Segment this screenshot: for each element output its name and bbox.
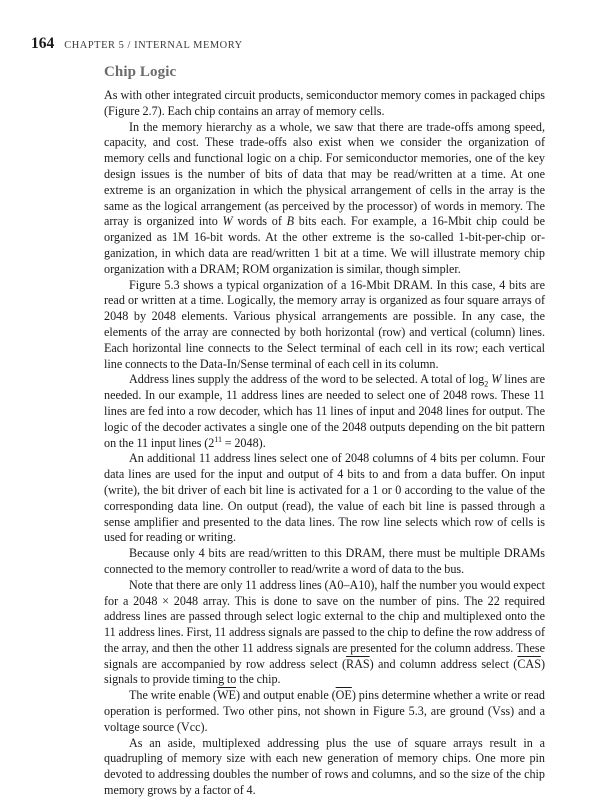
paragraph-6: Because only 4 bits are read/written to this DRAM, there must be multiple DRAMs connected to the memory controller to read/write a word of data to the bus. xyxy=(104,546,545,576)
running-header xyxy=(31,35,551,55)
math-variable: W xyxy=(491,372,502,387)
body-text xyxy=(104,88,545,799)
paragraph-3: Figure 5.3 shows a typical organization of a 16-Mbit DRAM. In this case, 4 bits are read or written at a time. Logically, the memory array is organized as four square arrays of 2048 by 2048 elements. Various physical arrangements are possible. In any case, the elements of the array are connected by both horizontal (row) and vertical (column) lines. Each horizontal line connects to the Select terminal of each cell in its row; each vertical line connects to the Data-In/Sense terminal of each cell in its column. xyxy=(104,277,545,371)
paragraph-1: As with other integrated circuit products, semiconductor memory comes in packaged chips (Figure 2.7). Each chip contains an array of memory cells. xyxy=(104,88,545,118)
paragraph-9: As an aside, multiplexed addressing plus the use of square arrays result in a quadrupling of memory size with each new generation of memory chips. One more pin devoted to addressing doubles the number of rows and columns, and so the size of the chip memory grows by a factor of 4. xyxy=(104,735,545,798)
subscript: 2 xyxy=(484,379,489,389)
paragraph-8 xyxy=(104,688,545,735)
text-run: ) pins determine whether a write or read operation is performed. Two other pins, not shown in Figure 5.3, are ground (Vss) and a voltage source (Vcc). xyxy=(104,688,546,734)
text-run: ) and output enable ( xyxy=(235,688,336,703)
superscript: 11 xyxy=(214,434,223,444)
text-run: words of xyxy=(232,214,287,229)
paragraph-4 xyxy=(104,372,545,451)
text-run: Address lines supply the address of the word to be selected. A total of log xyxy=(129,372,485,387)
signal-ras: $\overline{RAS}$ xyxy=(345,656,370,671)
text-run: ) and column address select ( xyxy=(369,656,518,671)
signal-we: $\overline{WE}$ xyxy=(217,688,236,703)
text-run: lines are needed. In our example, 11 address lines are needed to select one of 2048 rows. These 11 lines are fed into a row decoder, which has 11 lines of input and 2048 lines for output. The logic of the decoder activates a single one of the 2048 outputs depending on the bit pattern on the 11 input lines (2 xyxy=(104,372,545,450)
chapter-label: CHAPTER 5 / INTERNAL MEMORY xyxy=(64,40,243,51)
text-run: ) signals to provide timing to the chip. xyxy=(104,656,545,687)
math-variable: B xyxy=(286,214,295,229)
paragraph-7 xyxy=(104,578,545,689)
text-run: = 2048). xyxy=(222,435,266,450)
section-heading: Chip Logic xyxy=(104,64,177,80)
page-number: 164 xyxy=(31,35,55,52)
signal-oe: $\overline{OE}$ xyxy=(335,688,352,703)
paragraph-2 xyxy=(104,120,545,278)
text-run: The write enable ( xyxy=(129,688,218,703)
text-run: bits each. For example, a 16-Mbit chip could be organized as 1M 16-bit words. At the other extreme is the so-called 1-bit-per-chip organization, in which data are read/written 1 bit at a time. We will illustrate memory chip organization with a DRAM; ROM organization is similar, though simpler. xyxy=(104,214,545,276)
text-run: Note that there are only 11 address lines (A0–A10), half the number you would expect for a 2048 × 2048 array. This is done to save on the number of pins. The 22 required address lines are passed through select logic external to the chip and multiplexed onto the 11 address lines. First, 11 address signals are passed to the chip to define the row address of the array, and then the other 11 address signals are presented for the column address. These signals are accompanied by row address select ( xyxy=(104,577,545,671)
text-run: In the memory hierarchy as a whole, we saw that there are trade-offs among speed, capacity, and cost. These trade-offs also exist when we consider the organization of memory cells and functional logic on a chip. For semiconductor memories, one of the key design issues is the number of bits of data that may be read/written at a time. At one extreme is an organization in which the physical arrangement of cells in the array is the same as the logical arrangement (as perceived by the processor) of words in memory. The array is organized into xyxy=(104,119,545,229)
math-variable: W xyxy=(222,214,233,229)
paragraph-5: An additional 11 address lines select one of 2048 columns of 4 bits per column. Four data lines are used for the input and output of 4 bits to and from a data buffer. On input (write), the bit driver of each bit line is activated for a 1 or 0 according to the value of the corresponding data line. On output (read), the value of each bit line is passed through a sense amplifier and presented to the data lines. The row line selects which row of cells is used for reading or writing. xyxy=(104,451,545,545)
signal-cas: $\overline{CAS}$ xyxy=(517,656,541,671)
